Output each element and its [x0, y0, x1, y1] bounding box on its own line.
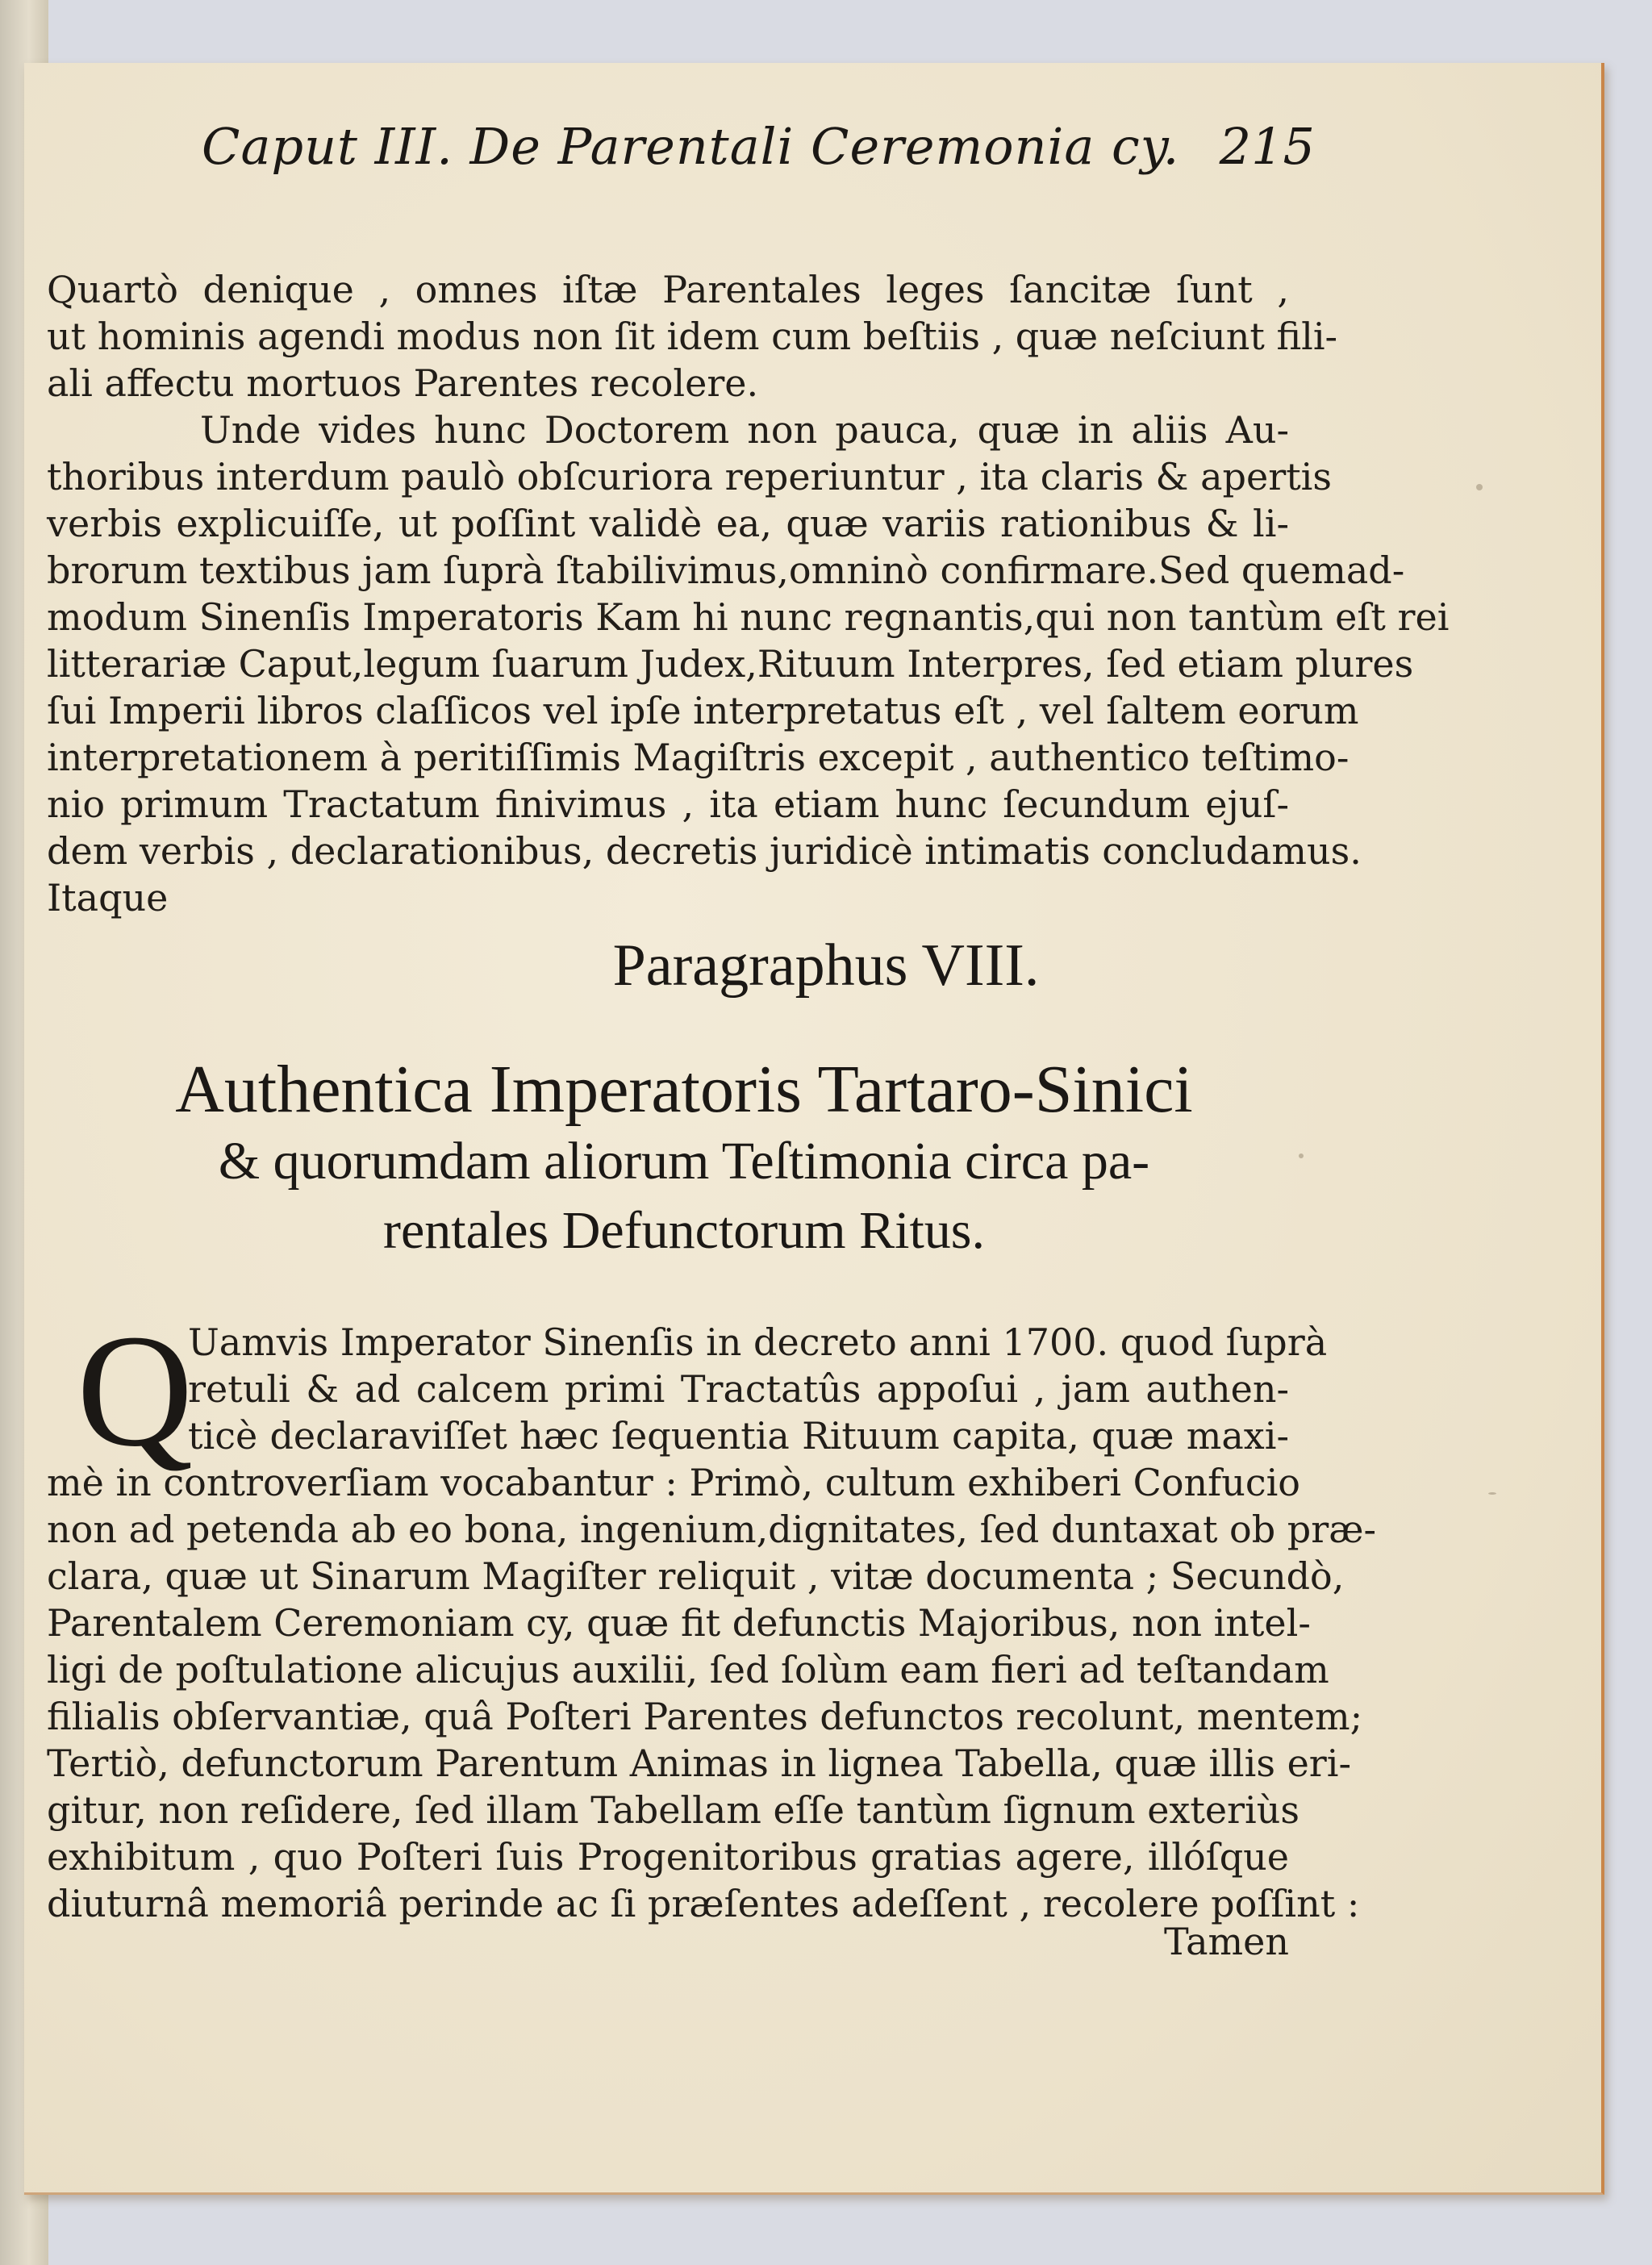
text-line: Tertiò, defunctorum Parentum Animas in lignea Tabella, quæ illis eri-	[47, 1742, 1352, 1785]
section-title	[71, 1053, 1297, 1266]
paper-speck	[1299, 1153, 1304, 1158]
running-header	[202, 117, 1315, 190]
text-line: Parentalem Ceremoniam cy, quæ fit defunctis Majoribus, non intel-	[47, 1601, 1311, 1645]
header-title: Caput III. De Parentali Ceremonia cy.	[202, 117, 1180, 176]
text-line: mè in controverſiam vocabantur : Primò, cultum exhiberi Confucio	[47, 1461, 1300, 1504]
paper-speck	[1488, 1492, 1496, 1495]
text-line: verbis explicuiſſe, ut poſſint validè ea, quæ variis rationibus & li-	[47, 502, 1289, 545]
text-line: ſui Imperii libros claſſicos vel ipſe interpretatus eſt , vel ſaltem eorum	[47, 689, 1359, 732]
section-title-line-3: rentales Defunctorum Ritus.	[383, 1201, 985, 1260]
text-line: diuturnâ memoriâ perinde ac ſi præſentes adeſſent , recolere poſſint :	[47, 1882, 1360, 1925]
text-line: Unde vides hunc Doctorem non pauca, quæ in aliis Au-	[200, 408, 1289, 452]
text-line: brorum textibus jam ſuprà ſtabilivimus,omninò confirmare.Sed quemad-	[47, 549, 1405, 592]
text-line: nio primum Tractatum finivimus , ita etiam hunc ſecundum ejuſ-	[47, 782, 1289, 826]
page-number: 215	[1219, 117, 1315, 176]
text-line: ticè declaraviſſet hæc ſequentia Rituum capita, quæ maxi-	[188, 1414, 1289, 1458]
paragraph-label: Paragraphus VIII.	[612, 932, 1040, 999]
text-line: non ad petenda ab eo bona, ingenium,dignitates, ſed duntaxat ob præ-	[47, 1508, 1377, 1551]
section-title-line-2: & quorumdam aliorum Teſtimonia circa pa-	[218, 1132, 1150, 1191]
paper-speck	[1476, 484, 1483, 490]
text-line: ligi de poſtulatione alicujus auxilii, ſed ſolùm eam fieri ad teſtandam	[47, 1648, 1329, 1691]
text-line: filialis obſervantiæ, quâ Poſteri Parentes defunctos recolunt, mentem;	[47, 1695, 1363, 1738]
text-line: thoribus interdum paulò obſcuriora reperiuntur , ita claris & apertis	[47, 455, 1332, 498]
catchword: Tamen	[1163, 1920, 1289, 1963]
text-line: litterariæ Caput,legum ſuarum Judex,Rituum Interpres, ſed etiam plures	[47, 642, 1414, 686]
text-line: dem verbis , declarationibus, decretis juridicè intimatis concludamus.	[47, 829, 1362, 873]
text-line: Quartò denique , omnes iſtæ Parentales leges ſancitæ ſunt ,	[47, 268, 1289, 311]
text-block-1	[47, 266, 1450, 921]
section-title-line-1: Authentica Imperatoris Tartaro-Sinici	[175, 1052, 1193, 1127]
text-line: ut hominis agendi modus non ſit idem cum beſtiis , quæ neſciunt fili-	[47, 315, 1338, 358]
text-line: modum Sinenſis Imperatoris Kam hi nunc regnantis,qui non tantùm eſt rei	[47, 595, 1450, 639]
text-line: exhibitum , quo Poſteri ſuis Progenitoribus gratias agere, illóſque	[47, 1835, 1289, 1879]
text-line: Uamvis Imperator Sinenſis in decreto anni 1700. quod ſuprà	[188, 1320, 1328, 1364]
text-line: Itaque	[47, 876, 169, 920]
text-line: interpretationem à peritiſſimis Magiſtris excepit , authentico teſtimo-	[47, 736, 1350, 779]
text-line: gitur, non reſidere, ſed illam Tabellam eſſe tantùm ſignum exteriùs	[47, 1788, 1299, 1832]
text-line: retuli & ad calcem primi Tractatûs appoſui , jam authen-	[188, 1367, 1289, 1411]
text-line: clara, quæ ut Sinarum Magiſter reliquit , vitæ documenta ; Secundò,	[47, 1554, 1345, 1598]
text-block-2	[47, 1319, 1377, 1927]
text-line: ali affectu mortuos Parentes recolere.	[47, 361, 759, 405]
drop-cap: Q	[77, 1302, 194, 1480]
